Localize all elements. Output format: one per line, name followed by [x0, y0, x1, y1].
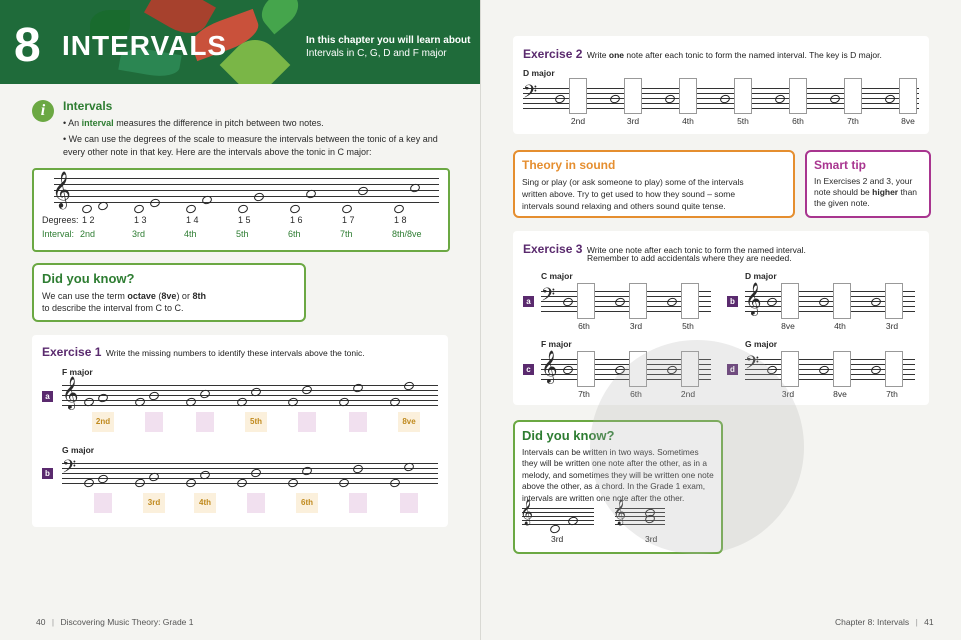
answer-box[interactable]	[400, 493, 418, 513]
interval-label: 7th	[578, 389, 590, 399]
did-you-know-text	[42, 290, 297, 314]
exercise-1-instruction: Write the missing numbers to identify these intervals above the tonic.	[105, 348, 365, 358]
exercise-3-instruction-1: Write one note after each tonic to form the named interval.	[586, 245, 806, 255]
interval-label: 4th	[834, 321, 846, 331]
interval-label: 3rd	[629, 321, 643, 331]
interval-label: 4th	[682, 116, 694, 126]
note-head	[149, 198, 161, 209]
bass-clef-icon: 𝄢	[62, 457, 77, 482]
note-head	[81, 204, 93, 215]
answer-box[interactable]	[349, 412, 367, 432]
watermark-logo	[590, 340, 804, 554]
treble-clef-icon: 𝄞	[520, 500, 534, 525]
melodic-example-label: 3rd	[551, 534, 564, 544]
exercise-3-title: Exercise 3	[523, 242, 583, 256]
treble-clef-icon: 𝄞	[62, 376, 79, 409]
interval-label: 8ve	[833, 389, 847, 399]
degree-pair: 1 8	[394, 215, 407, 225]
exercise-3c-key: F major	[541, 339, 572, 349]
interval-label: Interval:	[42, 229, 75, 239]
interval-label: 3rd	[626, 116, 640, 126]
note-head	[289, 204, 301, 215]
exercise-3a-key: C major	[541, 271, 573, 281]
answer-slot[interactable]	[885, 283, 903, 319]
answer-slot[interactable]	[734, 78, 752, 114]
interval-name: 5th	[236, 229, 249, 239]
answer-slot[interactable]	[789, 78, 807, 114]
footer-left: 40 | Discovering Music Theory: Grade 1	[36, 617, 194, 627]
exercise-3b-label: b	[727, 296, 738, 307]
answer-slot[interactable]	[844, 78, 862, 114]
answer-box: 2nd	[92, 412, 114, 432]
interval-label: 6th	[792, 116, 804, 126]
exercise-1b-label: b	[42, 468, 53, 479]
intro-text: Intervals in C, G, D and F major	[306, 48, 447, 59]
intervals-heading: Intervals	[63, 99, 113, 113]
chapter-intro	[306, 34, 470, 60]
exercise-1-card	[32, 335, 448, 527]
interval-name: 4th	[184, 229, 197, 239]
answer-slot[interactable]	[833, 283, 851, 319]
degrees-label: Degrees:	[42, 215, 79, 225]
answer-box: 3rd	[143, 493, 165, 513]
harmonic-example-label: 3rd	[645, 534, 658, 544]
answer-slot[interactable]	[781, 351, 799, 387]
answer-box[interactable]	[247, 493, 265, 513]
info-icon: i	[32, 100, 54, 122]
answer-slot[interactable]	[679, 78, 697, 114]
exercise-1-header	[42, 343, 365, 361]
intervals-bullet-1	[63, 117, 453, 130]
bass-clef-icon: 𝄢	[745, 353, 760, 378]
exercise-1a-staff	[62, 376, 438, 409]
interval-label: 2nd	[570, 116, 586, 126]
smart-tip-bold: higher	[872, 187, 899, 197]
smart-tip-title: Smart tip	[814, 158, 867, 172]
page-gutter	[480, 0, 481, 640]
exercise-3d-key: G major	[745, 339, 778, 349]
interval-label: 5th	[737, 116, 749, 126]
chapter-number: 8	[14, 19, 41, 72]
treble-clef-icon: 𝄞	[613, 500, 627, 525]
did-you-know-box-1	[32, 263, 306, 322]
exercise-1-title: Exercise 1	[42, 345, 102, 359]
degree-pair: 1 6	[290, 215, 303, 225]
answer-slot[interactable]	[577, 283, 595, 319]
exercise-3b-key: D major	[745, 271, 777, 281]
exercise-3a-label: a	[523, 296, 534, 307]
answer-slot[interactable]	[624, 78, 642, 114]
interval-name: 8th/8ve	[392, 229, 422, 239]
page-number-left: 40	[36, 617, 46, 627]
answer-box[interactable]	[94, 493, 112, 513]
interval-label: 5th	[682, 321, 694, 331]
dyk-term-8ve: 8ve	[161, 291, 177, 301]
answer-box[interactable]	[298, 412, 316, 432]
dyk-term-8th: 8th	[192, 291, 206, 301]
interval-label: 7th	[886, 389, 898, 399]
answer-box[interactable]	[196, 412, 214, 432]
intro-title: In this chapter you will learn about	[306, 35, 471, 46]
exercise-1a-key: F major	[62, 367, 93, 377]
melodic-example-staff	[520, 500, 594, 525]
exercise-3c-label: c	[523, 364, 534, 375]
answer-box: 6th	[296, 493, 318, 513]
answer-box: 8ve	[398, 412, 420, 432]
note-head	[253, 192, 265, 203]
answer-slot[interactable]	[833, 351, 851, 387]
interval-term: interval	[81, 118, 114, 128]
answer-slot[interactable]	[681, 283, 699, 319]
page-number-right: 41	[924, 617, 934, 627]
degree-pair: 1 2	[82, 215, 95, 225]
exercise-2-title: Exercise 2	[523, 47, 583, 61]
interval-label: 7th	[847, 116, 859, 126]
note-head	[341, 204, 353, 215]
degree-pair: 1 5	[238, 215, 251, 225]
dyk-text: to describe the interval from C to C.	[42, 303, 184, 313]
answer-slot[interactable]	[577, 351, 595, 387]
exercise-1a-label: a	[42, 391, 53, 402]
smart-tip-text-part: than the given note.	[814, 187, 918, 208]
treble-clef-icon: 𝄞	[745, 282, 762, 315]
treble-clef-icon: 𝄞	[52, 170, 71, 208]
degree-pair: 1 3	[134, 215, 147, 225]
answer-slot[interactable]	[781, 283, 799, 319]
note-head	[393, 204, 405, 215]
interval-label: 8ve	[781, 321, 795, 331]
dyk-text: ) or	[176, 291, 193, 301]
answer-box[interactable]	[349, 493, 367, 513]
note-head	[133, 204, 145, 215]
dyk-text: We can use the term	[42, 291, 128, 301]
exercise-2-instruction	[587, 50, 882, 60]
intervals-bullet-2: • We can use the degrees of the scale to measure the intervals between the tonic of a key and every other note in that key. Here are the intervals above the tonic in C major:	[63, 134, 438, 157]
interval-label: 6th	[630, 389, 642, 399]
did-you-know-title: Did you know?	[522, 428, 615, 443]
exercise-3d-label: d	[727, 364, 738, 375]
bullet-text: measures the difference in pitch between two notes.	[113, 118, 324, 128]
dyk-text: (	[155, 291, 162, 301]
answer-slot[interactable]	[899, 78, 917, 114]
interval-name: 2nd	[80, 229, 96, 239]
interval-name: 6th	[288, 229, 301, 239]
c-major-intervals-staff	[32, 168, 450, 252]
staff	[52, 170, 439, 208]
note-head	[237, 204, 249, 215]
smart-tip-text	[814, 176, 922, 209]
smart-tip-box	[805, 150, 931, 218]
theory-in-sound-text: Sing or play (or ask someone to play) some of the intervals written above. Try to get used to how they sound – some intervals sound relaxing and others sound quite tense.	[522, 177, 744, 211]
interval-label: 8ve	[901, 116, 915, 126]
note-head	[185, 204, 197, 215]
theory-in-sound-box	[513, 150, 795, 218]
dyk-term-octave: octave	[127, 291, 156, 301]
ex2-instruction-text: note after each tonic to form the named interval. The key is D major.	[624, 50, 882, 60]
ex2-instruction-text: Write	[586, 50, 609, 60]
did-you-know-title: Did you know?	[42, 271, 135, 286]
exercise-2-header	[523, 45, 882, 63]
degree-pair: 1 4	[186, 215, 199, 225]
exercise-1b-key: G major	[62, 445, 95, 455]
answer-box[interactable]	[145, 412, 163, 432]
ex2-instruction-bold: one	[608, 50, 625, 60]
answer-box: 4th	[194, 493, 216, 513]
interval-label: 3rd	[781, 389, 795, 399]
exercise-2-card	[513, 36, 929, 134]
bullet-text: • An	[63, 118, 82, 128]
note-head	[357, 186, 369, 197]
treble-clef-icon: 𝄞	[541, 350, 558, 383]
did-you-know-text: Intervals can be written in two ways. Sometimes they will be written one note after the other, as in a melody, and sometimes they will be written one note above the other, as a chord. In the Grade 1 exam, intervals are written one note after the other.	[522, 447, 714, 503]
answer-slot[interactable]	[569, 78, 587, 114]
bass-clef-icon: 𝄢	[541, 285, 556, 310]
exercise-3-instruction-2: Remember to add accidentals where they are needed.	[587, 253, 792, 263]
answer-box: 5th	[245, 412, 267, 432]
interval-label: 3rd	[885, 321, 899, 331]
degree-pair: 1 7	[342, 215, 355, 225]
book-title: Discovering Music Theory: Grade 1	[60, 617, 194, 627]
interval-name: 7th	[340, 229, 353, 239]
interval-name: 3rd	[132, 229, 146, 239]
interval-label: 6th	[578, 321, 590, 331]
answer-slot[interactable]	[885, 351, 903, 387]
bass-clef-icon: 𝄢	[523, 82, 538, 107]
interval-label: 2nd	[680, 389, 696, 399]
chapter-title: INTERVALS	[62, 30, 228, 61]
chapter-footer-title: Chapter 8: Intervals	[835, 617, 910, 627]
smart-tip-text-part: In Exercises 2 and 3, your note should be	[814, 176, 913, 197]
theory-in-sound-title: Theory in sound	[522, 158, 616, 172]
exercise-2-key: D major	[523, 68, 555, 78]
answer-slot[interactable]	[629, 283, 647, 319]
footer-right: Chapter 8: Intervals | 41	[835, 617, 934, 627]
